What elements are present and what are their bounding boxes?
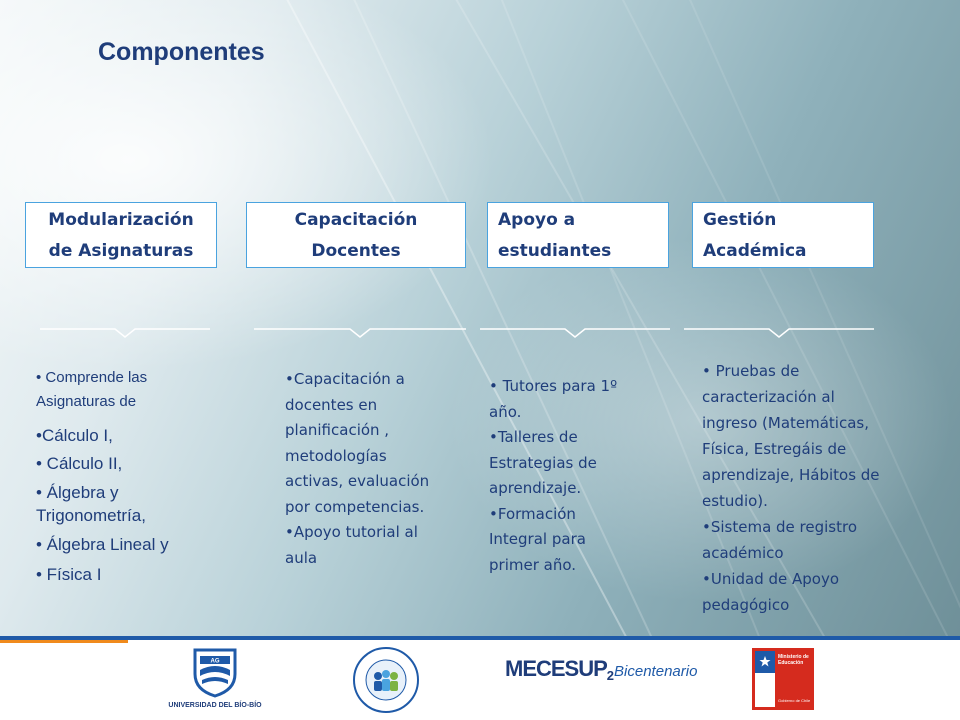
list-item: • Álgebra y bbox=[36, 483, 119, 502]
text-line: pedagógico bbox=[702, 596, 790, 614]
text-line: •Sistema de registro bbox=[702, 518, 858, 536]
page-title: Componentes bbox=[98, 38, 265, 66]
list-item: Trigonometría, bbox=[36, 506, 146, 525]
text-line: aprendizaje. bbox=[489, 479, 582, 497]
ministerio-text: Ministerio de Educación bbox=[778, 654, 809, 666]
mecesup-text: MECESUP bbox=[505, 656, 607, 681]
mecesup-logo bbox=[505, 656, 698, 696]
divider-chevron bbox=[40, 322, 210, 340]
component-box-modularizacion bbox=[25, 202, 217, 268]
ministerio-logo bbox=[752, 648, 814, 710]
text-line: •Formación bbox=[489, 504, 576, 523]
list-item: • Cálculo II, bbox=[36, 454, 123, 473]
text-line: •Apoyo tutorial al bbox=[285, 523, 418, 541]
box-line: Apoyo a bbox=[498, 210, 576, 230]
text-line: • Tutores para 1º bbox=[489, 377, 618, 395]
divider-chevron bbox=[254, 322, 466, 340]
ubb-logo-text: UNIVERSIDAD DEL BÍO-BÍO bbox=[168, 702, 262, 709]
column-capacitacion bbox=[285, 367, 465, 571]
text-line: •Unidad de Apoyo bbox=[702, 570, 840, 588]
component-box-gestion bbox=[692, 202, 874, 268]
text-line: • Pruebas de bbox=[702, 362, 800, 380]
box-line: Docentes bbox=[311, 241, 401, 261]
divider-chevron bbox=[684, 322, 874, 340]
text-line: planificación , bbox=[285, 421, 390, 439]
programa-politicas-logo bbox=[352, 646, 422, 716]
footer-orange-bar bbox=[0, 640, 128, 643]
list-item: •Cálculo I, bbox=[36, 426, 113, 445]
footer-blue-bar bbox=[0, 636, 960, 640]
text-line: docentes en bbox=[285, 395, 378, 414]
list-item: • Física I bbox=[36, 565, 102, 584]
text-line: metodologías bbox=[285, 446, 387, 465]
divider-chevron bbox=[480, 322, 670, 340]
ubb-shield-icon bbox=[190, 646, 240, 698]
component-box-capacitacion bbox=[246, 202, 466, 268]
text-line: ingreso (Matemáticas, bbox=[702, 414, 869, 432]
ubb-logo bbox=[160, 646, 270, 718]
text-line: aula bbox=[285, 548, 318, 567]
column-modularizacion bbox=[36, 366, 236, 590]
intro-line: • Comprende las bbox=[36, 369, 148, 386]
text-line: •Talleres de bbox=[489, 428, 578, 446]
intro-line: Asignaturas de bbox=[36, 393, 137, 410]
box-line: Modularización bbox=[48, 210, 194, 230]
footer-logos bbox=[0, 636, 960, 720]
text-line: año. bbox=[489, 402, 522, 421]
list-item: • Álgebra Lineal y bbox=[36, 535, 169, 554]
box-line: Gestión bbox=[703, 210, 777, 230]
column-gestion bbox=[702, 358, 902, 618]
text-line: académico bbox=[702, 544, 784, 562]
box-line: Académica bbox=[703, 241, 807, 261]
text-line: Física, Estregáis de bbox=[702, 440, 847, 458]
bicentenario-text: Bicentenario bbox=[614, 663, 698, 680]
box-line: estudiantes bbox=[498, 241, 612, 261]
programa-seal-icon bbox=[352, 646, 420, 714]
text-line: caracterización al bbox=[702, 388, 835, 406]
text-line: primer año. bbox=[489, 555, 577, 574]
text-line: Estrategias de bbox=[489, 453, 597, 472]
text-line: activas, evaluación bbox=[285, 472, 430, 490]
box-line: de Asignaturas bbox=[48, 241, 194, 261]
text-line: estudio). bbox=[702, 492, 768, 510]
text-line: aprendizaje, Hábitos de bbox=[702, 466, 880, 484]
text-line: por competencias. bbox=[285, 497, 425, 516]
text-line: Integral para bbox=[489, 530, 586, 548]
gobierno-text: Gobierno de Chile bbox=[778, 698, 811, 703]
mecesup-sub: 2 bbox=[606, 668, 615, 684]
component-box-apoyo bbox=[487, 202, 669, 268]
text-line: •Capacitación a bbox=[285, 370, 405, 388]
column-apoyo bbox=[489, 374, 669, 578]
box-line: Capacitación bbox=[294, 210, 418, 230]
svg-text:AG: AG bbox=[210, 658, 220, 665]
